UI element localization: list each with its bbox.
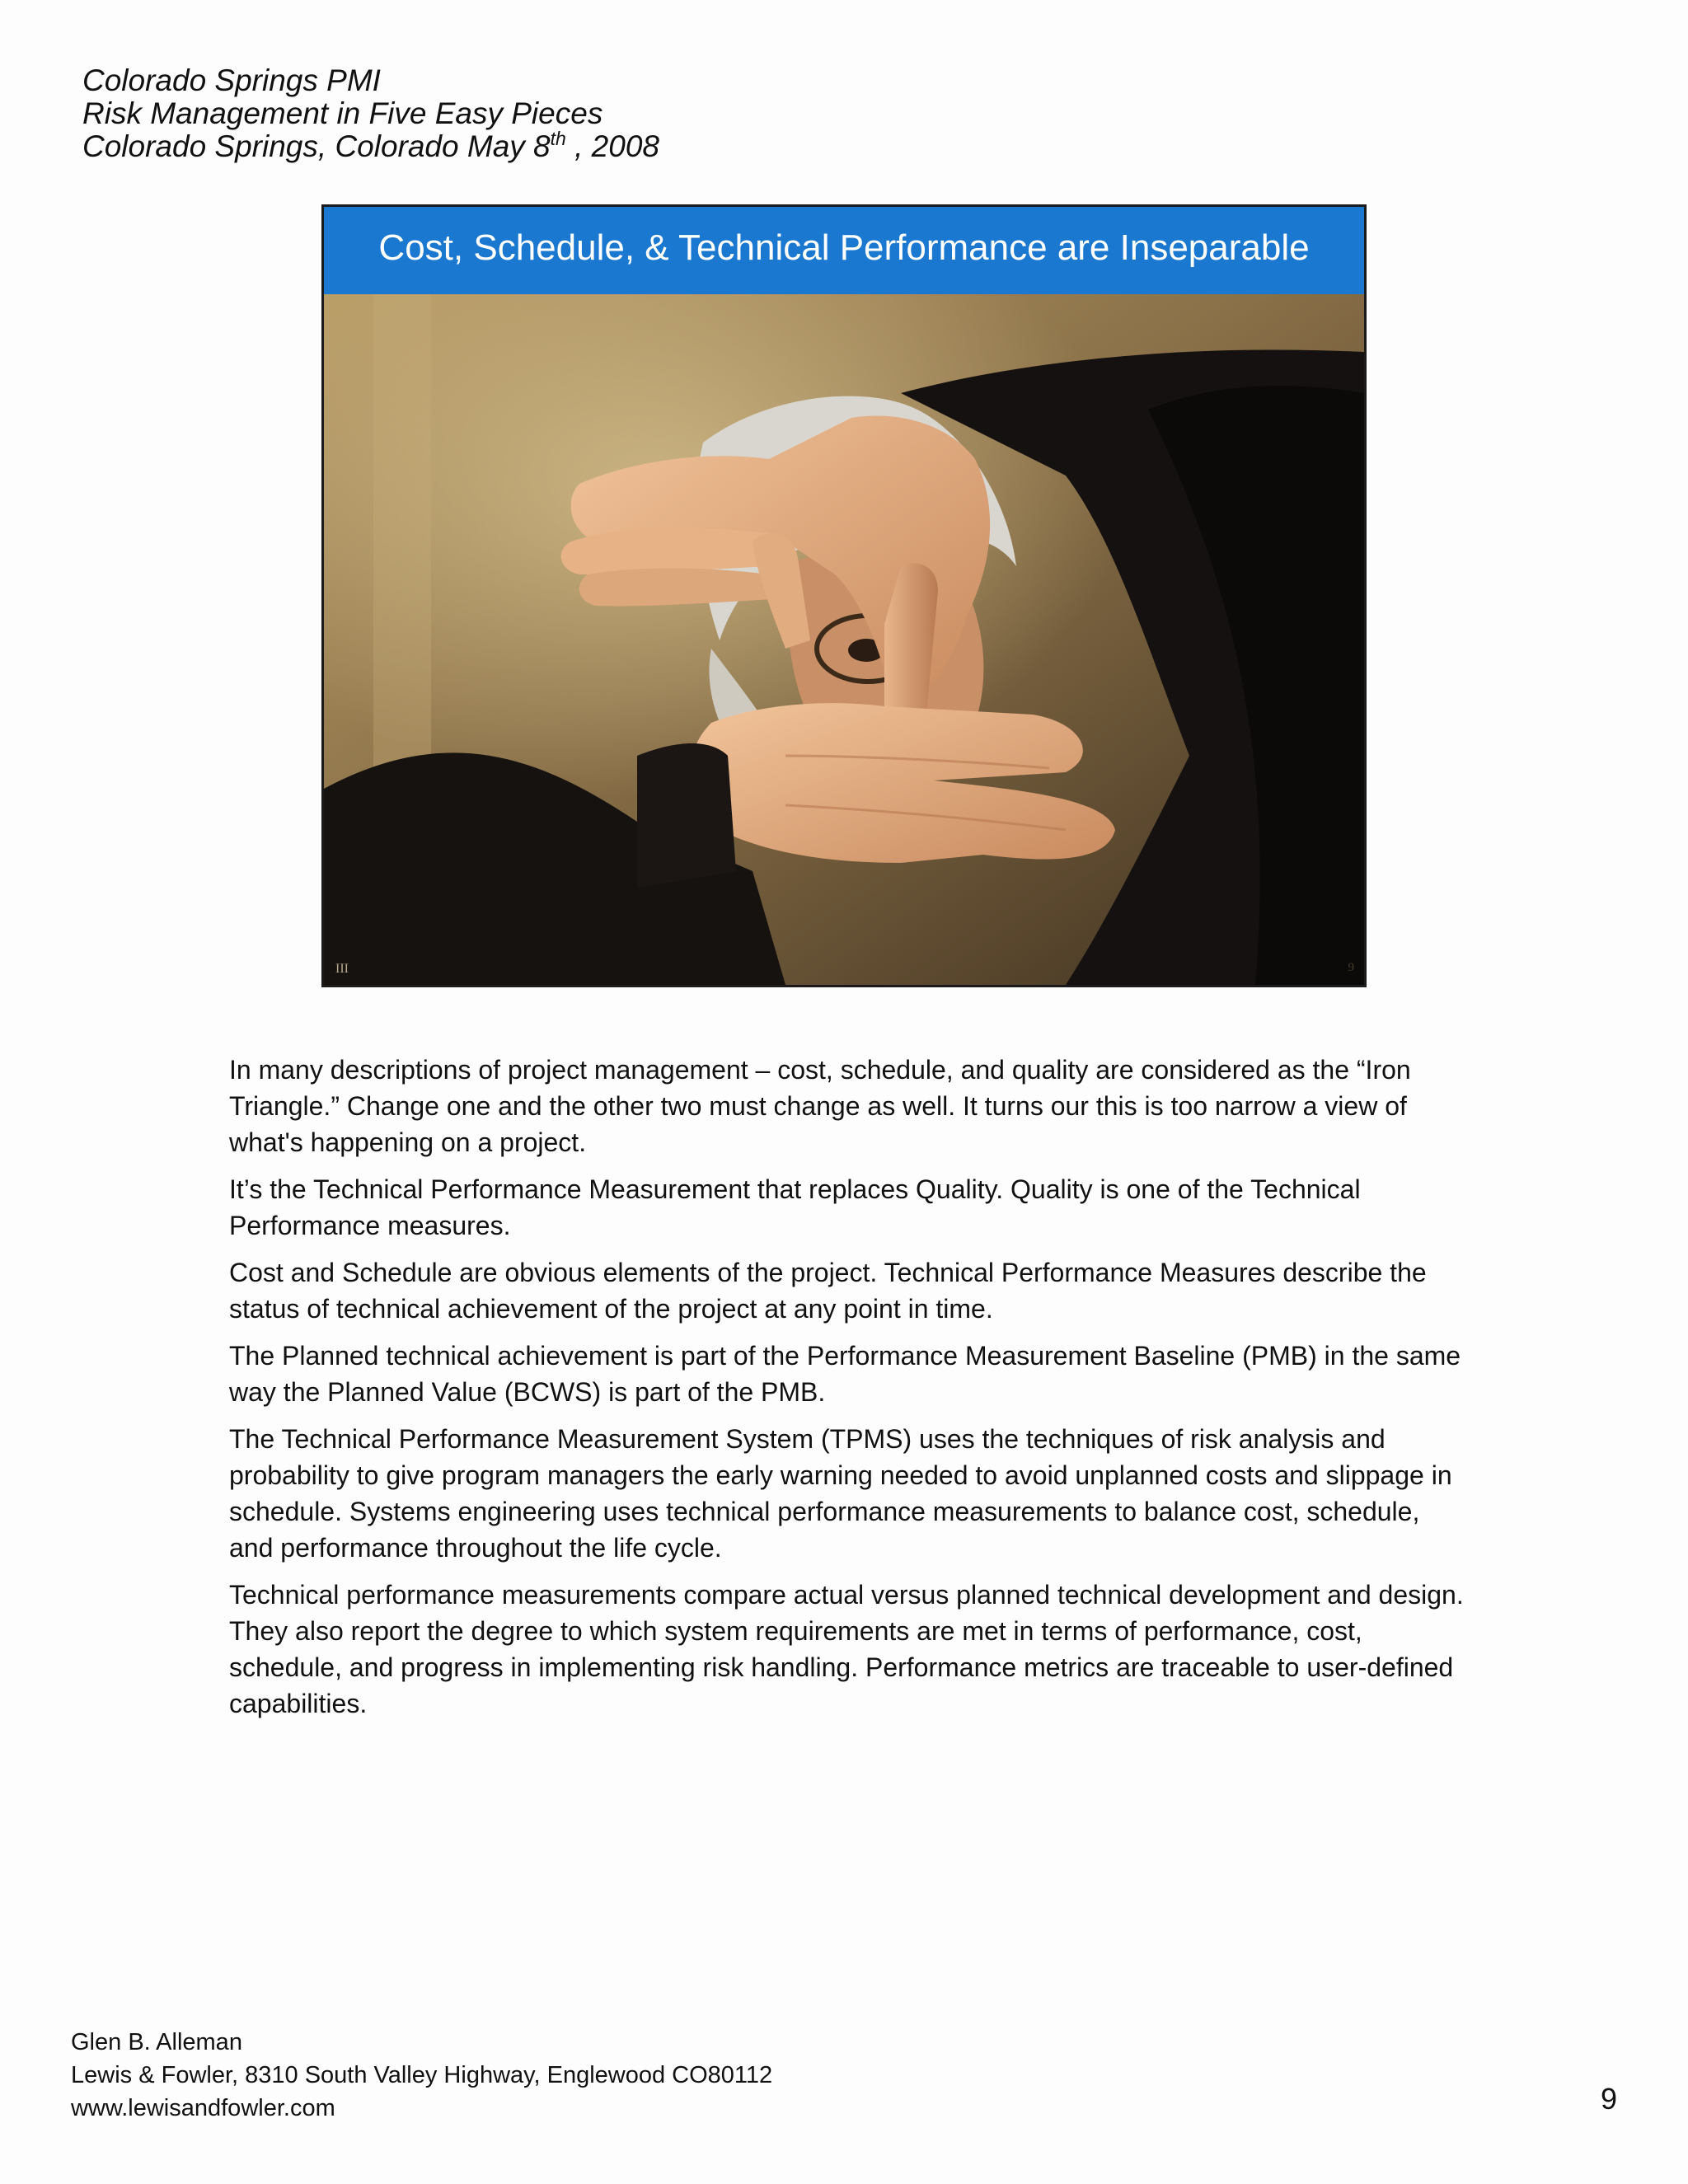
- slide-number: 9: [1348, 961, 1354, 974]
- slide-photo-hands-framing: [324, 294, 1364, 985]
- header-date-ordinal: th: [550, 128, 566, 149]
- header-title: Risk Management in Five Easy Pieces: [82, 96, 603, 130]
- slide-title: Cost, Schedule, & Technical Performance are Inseparable: [378, 227, 1310, 268]
- paragraph: The Technical Performance Measurement System (TPMS) uses the techniques of risk analysis and probability to give program managers the early warning needed to avoid unplanned costs and slippage in schedule. Systems engineering uses technical performance measurements to balance cost, schedule, and performance throughout the life cycle.: [229, 1424, 1452, 1563]
- footer-website: www.lewisandfowler.com: [71, 2095, 335, 2121]
- paragraph: Technical performance measurements compare actual versus planned technical development and design. They also report the degree to which system requirements are met in terms of performance, cost, schedule, and progress in implementing risk handling. Performance metrics are traceable to user-defined capabilities.: [229, 1580, 1464, 1718]
- header-location-date: [82, 130, 659, 163]
- header-org: Colorado Springs PMI: [82, 63, 381, 97]
- header-location: Colorado Springs, Colorado May 8: [82, 129, 551, 163]
- paragraph: In many descriptions of project management – cost, schedule, and quality are considered as the “Iron Triangle.” Change one and the other two must change as well. It turns our this is too narrow a view of what's happening on a project.: [229, 1055, 1411, 1157]
- document-header: [82, 64, 659, 163]
- slide-footer-logo: III: [335, 962, 349, 976]
- paragraph: The Planned technical achievement is part of the Performance Measurement Baseline (PMB) in the same way the Planned Value (BCWS) is part of the PMB.: [229, 1341, 1461, 1407]
- slide-title-banner: [324, 207, 1364, 294]
- body-text: [229, 1052, 1465, 1732]
- slide-image: [321, 204, 1367, 987]
- footer-author: Glen B. Alleman: [71, 2029, 242, 2055]
- paragraph: Cost and Schedule are obvious elements of the project. Technical Performance Measures describe the status of technical achievement of the project at any point in time.: [229, 1258, 1427, 1324]
- header-year: , 2008: [565, 129, 659, 163]
- footer-address: Lewis & Fowler, 8310 South Valley Highway, Englewood CO80112: [71, 2062, 773, 2088]
- page-footer: [71, 2026, 772, 2125]
- page-number: 9: [1600, 2082, 1617, 2116]
- paragraph: It’s the Technical Performance Measurement that replaces Quality. Quality is one of the Technical Performance measures.: [229, 1174, 1361, 1240]
